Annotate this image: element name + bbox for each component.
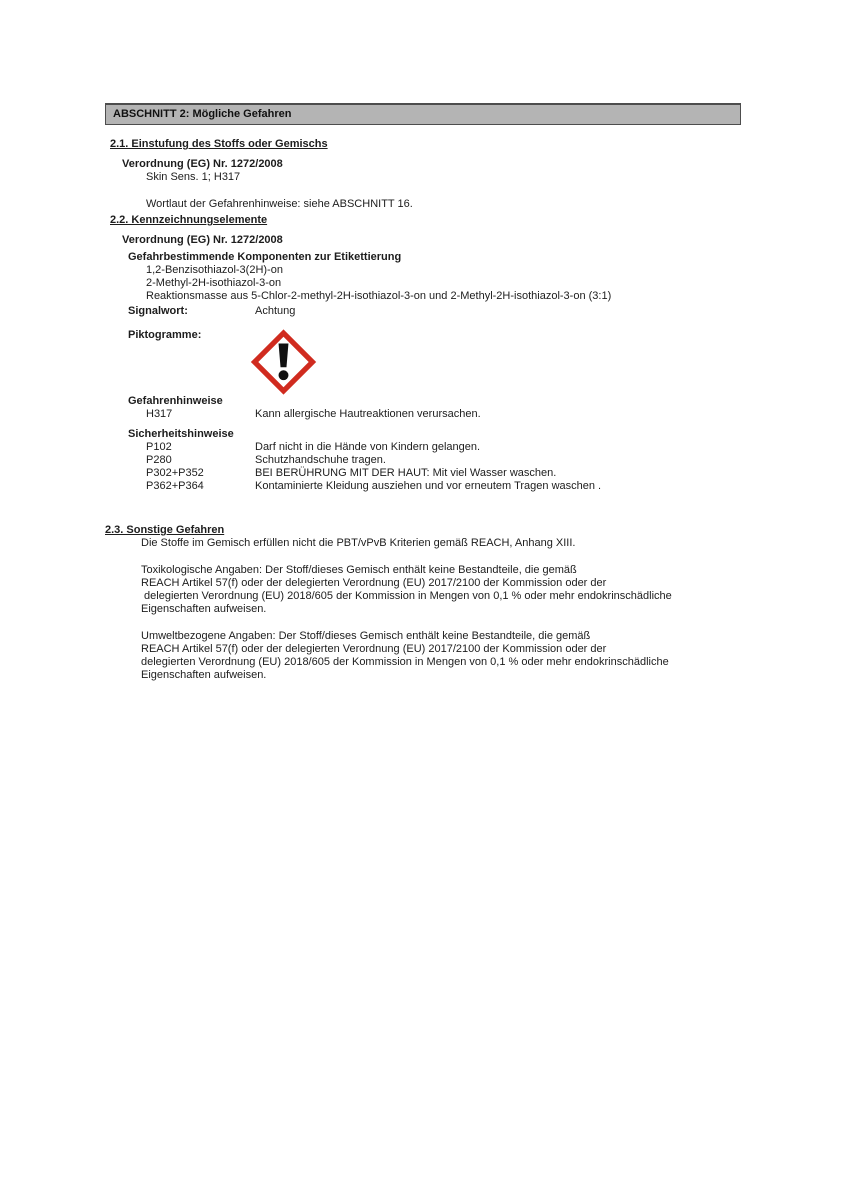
paragraph-line: REACH Artikel 57(f) oder der delegierten Verordnung (EU) 2017/2100 der Kommission oder der xyxy=(141,643,607,655)
ghs07-exclamation-icon xyxy=(250,329,317,395)
pictograms-row xyxy=(128,329,849,395)
component-item: 1,2-Benzisothiazol-3(2H)-on xyxy=(146,264,283,276)
classification-entry: Skin Sens. 1; H317 xyxy=(146,171,241,183)
component-item: Reaktionsmasse aus 5-Chlor-2-methyl-2H-isothiazol-3-on und 2-Methyl-2H-isothiazol-3-on (3:1) xyxy=(146,290,612,302)
precautionary-statements-heading: Sicherheitshinweise xyxy=(128,428,234,440)
heading-2-2: 2.2. Kennzeichnungselemente xyxy=(110,214,268,226)
pictograms-label: Piktogramme: xyxy=(128,329,202,341)
hazard-code: H317 xyxy=(146,408,173,420)
paragraph-line: Umweltbezogene Angaben: Der Stoff/dieses Gemisch enthält keine Bestandteile, die gemäß xyxy=(141,630,591,642)
paragraph-line: Eigenschaften aufweisen. xyxy=(141,603,267,615)
paragraph-line: REACH Artikel 57(f) oder der delegierten Verordnung (EU) 2017/2100 der Kommission oder der xyxy=(141,577,607,589)
pbt-statement: Die Stoffe im Gemisch erfüllen nicht die PBT/vPvB Kriterien gemäß REACH, Anhang XIII. xyxy=(141,537,576,549)
heading-2-3: 2.3. Sonstige Gefahren xyxy=(105,524,225,536)
paragraph-line: delegierten Verordnung (EU) 2018/605 der Kommission in Mengen von 0,1 % oder mehr endokrinschädliche xyxy=(141,656,669,668)
precautionary-code: P362+P364 xyxy=(146,480,204,492)
signal-word-label: Signalwort: xyxy=(128,305,188,317)
hazard-statements-heading: Gefahrenhinweise xyxy=(128,395,223,407)
labelling-components-heading: Gefahrbestimmende Komponenten zur Etikettierung xyxy=(128,251,402,263)
precautionary-statement-row xyxy=(146,441,849,454)
environmental-paragraph xyxy=(141,630,849,682)
signal-word-value: Achtung xyxy=(255,305,296,317)
hazard-text: Kann allergische Hautreaktionen verursachen. xyxy=(255,408,481,420)
hazard-wording-note: Wortlaut der Gefahrenhinweise: siehe ABSCHNITT 16. xyxy=(146,198,413,210)
precautionary-code: P102 xyxy=(146,441,172,453)
precautionary-text: Kontaminierte Kleidung ausziehen und vor erneutem Tragen waschen . xyxy=(255,480,602,492)
section-2-header-bar xyxy=(105,103,741,125)
paragraph-line: delegierten Verordnung (EU) 2018/605 der Kommission in Mengen von 0,1 % oder mehr endokrinschädliche xyxy=(141,590,672,602)
signal-word-row xyxy=(128,305,849,318)
precautionary-text: Schutzhandschuhe tragen. xyxy=(255,454,386,466)
precautionary-code: P280 xyxy=(146,454,172,466)
paragraph-line: Eigenschaften aufweisen. xyxy=(141,669,267,681)
precautionary-statement-row xyxy=(146,454,849,467)
section-2-title: ABSCHNITT 2: Mögliche Gefahren xyxy=(113,108,292,120)
precautionary-text: Darf nicht in die Hände von Kindern gelangen. xyxy=(255,441,481,453)
component-item: 2-Methyl-2H-isothiazol-3-on xyxy=(146,277,282,289)
toxicological-paragraph xyxy=(141,564,849,616)
paragraph-line: Toxikologische Angaben: Der Stoff/dieses Gemisch enthält keine Bestandteile, die gemäß xyxy=(141,564,577,576)
precautionary-statement-row xyxy=(146,480,849,493)
heading-2-1: 2.1. Einstufung des Stoffs oder Gemischs xyxy=(110,138,328,150)
precautionary-statement-row xyxy=(146,467,849,480)
regulation-2-1: Verordnung (EG) Nr. 1272/2008 xyxy=(122,158,283,170)
hazard-statement-row xyxy=(146,408,849,421)
regulation-2-2: Verordnung (EG) Nr. 1272/2008 xyxy=(122,234,283,246)
precautionary-text: BEI BERÜHRUNG MIT DER HAUT: Mit viel Wasser waschen. xyxy=(255,467,557,479)
exclamation-dot xyxy=(279,370,289,380)
precautionary-code: P302+P352 xyxy=(146,467,204,479)
